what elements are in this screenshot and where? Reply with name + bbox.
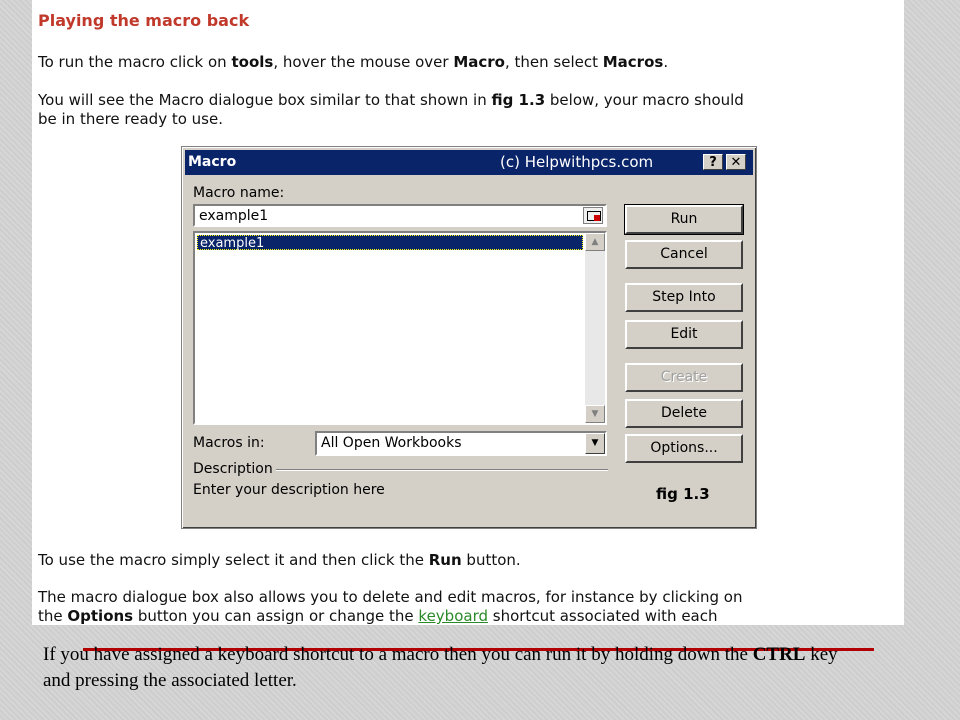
macro-name-label: Macro name: (193, 185, 285, 201)
macros-in-select[interactable] (315, 431, 607, 456)
macro-dialog (181, 146, 757, 529)
options-paragraph: The macro dialogue box also allows you to delete and edit macros, for instance by clicking on the Options button you can assign or change the keyboard shortcut associated with each (38, 588, 743, 625)
list-item[interactable]: example1 (197, 235, 583, 250)
description-label: Description (193, 461, 273, 477)
macros-in-label: Macros in: (193, 435, 265, 451)
description-text: Enter your description here (193, 482, 385, 498)
dialog-title-credit: (c) Helpwithpcs.com (500, 153, 654, 171)
close-button[interactable]: ✕ (726, 154, 746, 170)
slide-body-text: If you have assigned a keyboard shortcut to a macro then you can run it by holding down the CTRL key and pressing the associated letter. (43, 644, 838, 691)
dialogue-description-paragraph: You will see the Macro dialogue box similar to that shown in fig 1.3 below, your macro should be in there ready to use. (38, 91, 744, 128)
options-button[interactable]: Options... (625, 434, 743, 463)
edit-button[interactable]: Edit (625, 320, 743, 349)
run-usage-paragraph: To use the macro simply select it and then click the Run button. (38, 551, 521, 569)
dialog-title: Macro (188, 154, 237, 170)
collapse-dialog-icon[interactable] (583, 207, 603, 224)
macro-name-value: example1 (199, 208, 269, 224)
scroll-down-arrow-icon[interactable]: ▼ (585, 405, 605, 423)
scroll-up-arrow-icon[interactable]: ▲ (585, 233, 605, 251)
screenshot-image (32, 0, 904, 625)
list-scrollbar[interactable] (585, 233, 605, 423)
step-into-button[interactable]: Step Into (625, 283, 743, 312)
chevron-down-icon[interactable]: ▼ (585, 433, 605, 454)
page-heading: Playing the macro back (38, 11, 250, 30)
figure-caption: fig 1.3 (656, 485, 710, 503)
keyboard-link[interactable]: keyboard (418, 607, 488, 625)
macro-name-input[interactable] (193, 204, 607, 227)
dialog-titlebar (185, 150, 753, 175)
instructions-paragraph: To run the macro click on tools, hover the mouse over Macro, then select Macros. (38, 53, 669, 71)
description-divider (276, 469, 608, 471)
help-button[interactable]: ? (703, 154, 723, 170)
delete-button[interactable]: Delete (625, 399, 743, 428)
run-button[interactable]: Run (625, 205, 743, 234)
create-button[interactable]: Create (625, 363, 743, 392)
macro-list[interactable] (193, 231, 607, 425)
macros-in-value: All Open Workbooks (321, 435, 462, 451)
cancel-button[interactable]: Cancel (625, 240, 743, 269)
